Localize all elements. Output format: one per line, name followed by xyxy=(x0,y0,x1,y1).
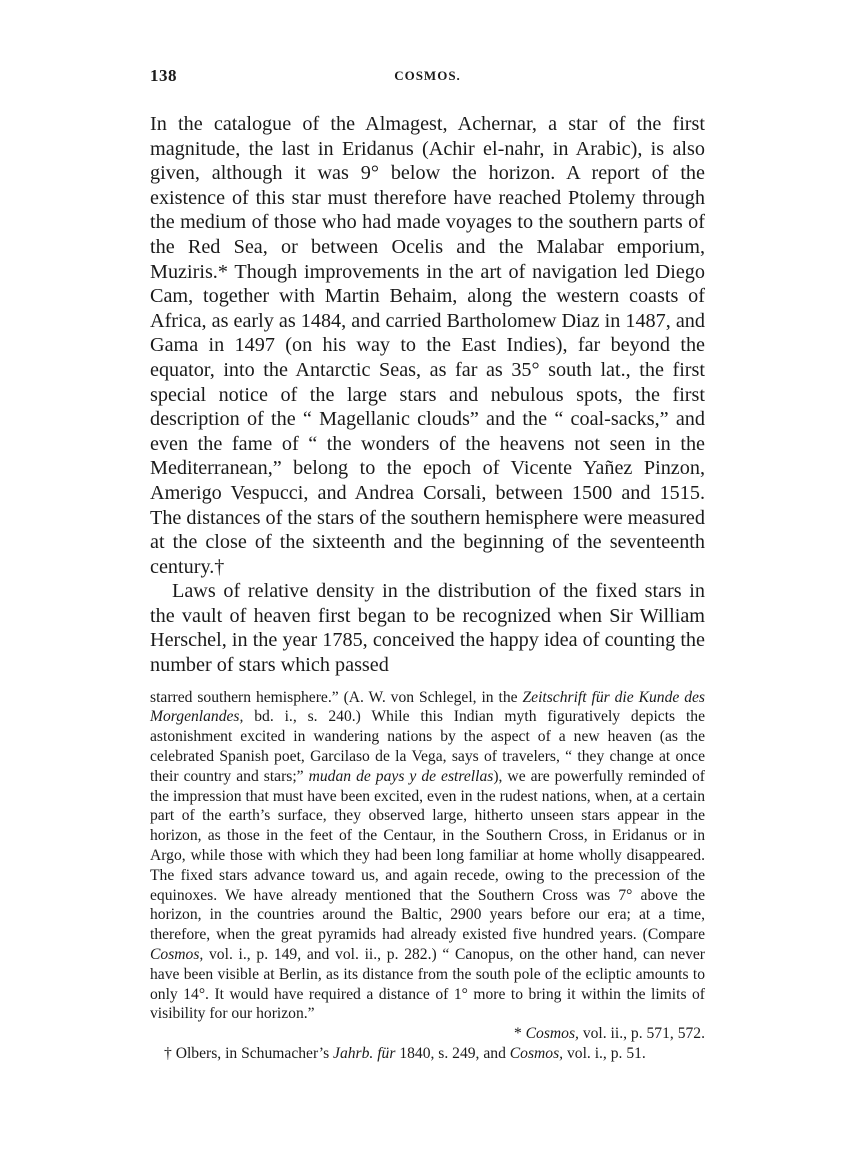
footnote-italic-journal: Zeitschrift für die Kunde des Morgenlandes, xyxy=(150,688,705,726)
main-text xyxy=(150,112,705,678)
footnote-dagger-text: † Olbers, in Schumacher’s xyxy=(164,1045,334,1062)
running-title: COSMOS. xyxy=(394,68,461,83)
footnote-italic-cosmos: Cosmos, xyxy=(150,946,204,964)
footnotes xyxy=(150,688,705,1064)
footnote-text: vol. i., p. 149, and vol. ii., p. 282.) “ Canopus, on the other hand, can never have been visible at Berlin, as its distance from the south pole of the ecliptic amounts to only 14°. It would have required a distance of 1° more to bring it within the limits of visibility for our horizon.” xyxy=(150,946,705,1023)
footnote-dagger-italic-cosmos: Cosmos, xyxy=(509,1045,564,1062)
footnote-italic-spanish: mudan de pays y de estrellas xyxy=(308,767,494,785)
footnote-dagger xyxy=(150,1044,705,1064)
running-head xyxy=(150,66,705,96)
footnote-continued xyxy=(150,688,705,1025)
footnote-text: ), we are powerfully reminded of the impression that must have been excited, even in the rudest nations, when, at a certain part of the earth’s surface, they observed large, hitherto unseen stars appear in the horizon, as those in the feet of the Centaur, in the Southern Cross, in Eridanus or in Argo, while those with which they had been long familiar at home wholly disappeared. The fixed stars advance toward us, and again recede, owing to the precession of the equinoxes. We have already mentioned that the Southern Cross was 7° above the horizon, in the countries around the Baltic, 2900 years before our era; at a time, therefore, when the great pyramids had already existed five hundred years. (Compare xyxy=(150,767,705,944)
paragraph-achernar: In the catalogue of the Almagest, Achernar, a star of the first magnitude, the last in Eridanus (Achir el-nahr, in Arabic), is also given, although it was 9° below the horizon. A report of the existence of this star must therefore have reached Ptolemy through the medium of those who had made voyages to the southern parts of the Red Sea, or between Ocelis and the Malabar emporium, Muziris.* Though improvements in the art of navigation led Diego Cam, together with Martin Behaim, along the western coasts of Africa, as early as 1484, and carried Bartholomew Diaz in 1487, and Gama in 1497 (on his way to the East Indies), far beyond the equator, into the Antarctic Seas, as far as 35° south lat., the first special notice of the large stars and nebulous spots, the first description of the “ Magellanic clouds” and the “ coal-sacks,” and even the fame of “ the wonders of the heavens not seen in the Mediterranean,” belong to the epoch of Vicente Yañez Pinzon, Amerigo Vespucci, and Andrea Corsali, between 1500 and 1515. The distances of the stars of the southern hemisphere were measured at the close of the sixteenth and the beginning of the seventeenth century.† xyxy=(150,113,705,578)
book-page xyxy=(150,66,705,1064)
footnote-text: starred southern hemisphere.” (A. W. von Schlegel, in the xyxy=(150,688,523,706)
footnote-star-italic: Cosmos, xyxy=(525,1025,579,1043)
footnote-star xyxy=(150,1024,705,1044)
footnote-dagger-italic-jahrb: Jahrb. für xyxy=(333,1045,396,1062)
footnote-star-text: vol. ii., p. 571, 572. xyxy=(578,1025,705,1043)
footnote-text: bd. i., s. 240.) While this Indian myth figuratively depicts the astonishment excited in wandering nations by the aspect of a new heaven (as the celebrated Spanish poet, Garcilaso de la Vega, says of travelers, “ they change at once their country and stars;” xyxy=(150,708,705,785)
footnote-dagger-text: vol. i., p. 51. xyxy=(563,1045,646,1062)
footnote-dagger-text: 1840, s. 249, and xyxy=(395,1045,510,1062)
footnote-star-mark: * xyxy=(513,1025,526,1043)
page-number: 138 xyxy=(150,66,177,85)
paragraph-herschel: Laws of relative density in the distribution of the fixed stars in the vault of heaven first began to be recognized when Sir William Herschel, in the year 1785, conceived the happy idea of counting the number of stars which passed xyxy=(150,580,705,677)
